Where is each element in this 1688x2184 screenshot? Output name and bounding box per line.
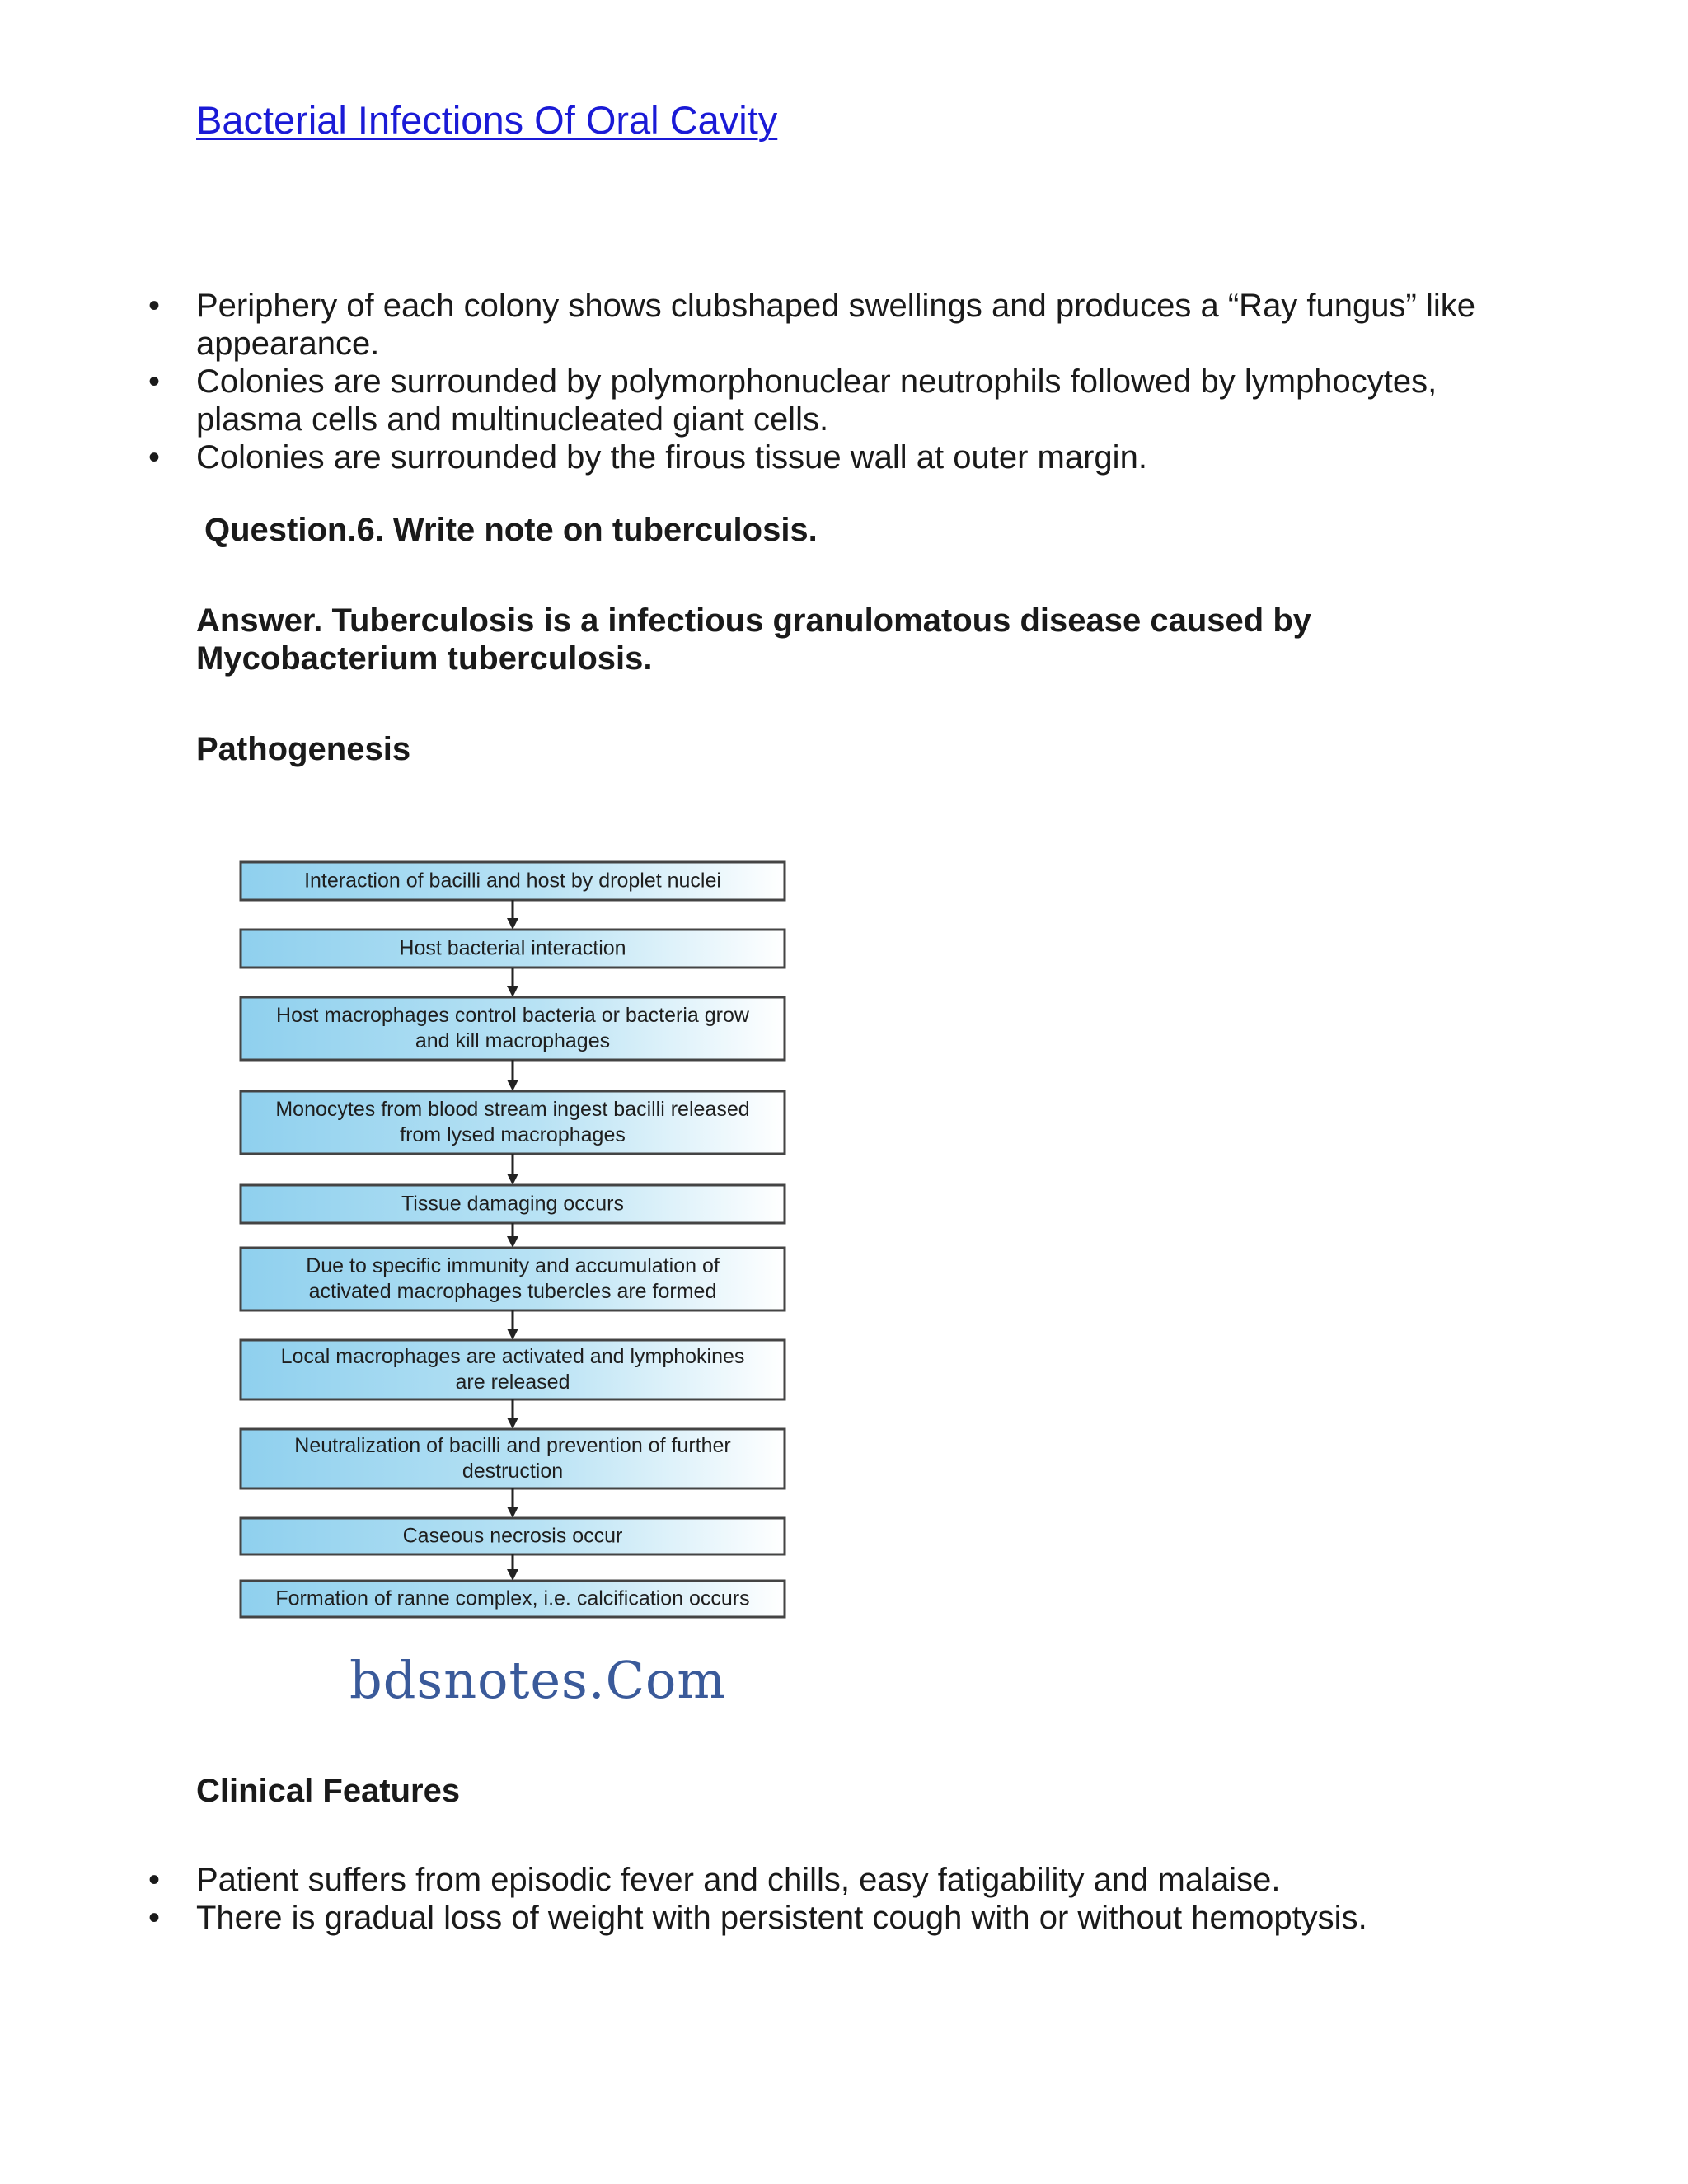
- answer-text: Answer. Tuberculosis is a infectious granulomatous disease caused by Mycobacterium tuberculosis.: [196, 602, 1312, 677]
- down-arrow-icon: [507, 900, 518, 930]
- intro-bullet-list: [196, 287, 1531, 476]
- flowchart-step-label: Due to specific immunity and accumulation of: [306, 1254, 720, 1277]
- list-item: • Patient suffers from episodic fever and chills, easy fatigability and malaise.: [196, 1861, 1531, 1899]
- flowchart-step: [241, 1429, 785, 1488]
- flowchart-step-label: activated macrophages tubercles are formed: [308, 1280, 717, 1303]
- flowchart-step: [241, 930, 785, 968]
- flowchart-step-label: Interaction of bacilli and host by droplet nuclei: [304, 869, 721, 893]
- flowchart-step-label: Caseous necrosis occur: [402, 1524, 623, 1548]
- watermark-text: bdsnotes.Com: [349, 1650, 727, 1710]
- down-arrow-icon: [507, 1399, 518, 1429]
- down-arrow-icon: [507, 1154, 518, 1185]
- down-arrow-icon: [507, 1488, 518, 1518]
- flowchart-step: [241, 997, 785, 1060]
- flowchart-step-label: Neutralization of bacilli and prevention of further: [294, 1434, 731, 1457]
- flowchart-step-label: from lysed macrophages: [400, 1123, 626, 1146]
- title-link[interactable]: Bacterial Infections Of Oral Cavity: [196, 98, 778, 142]
- clinical-bullet-list: [196, 1861, 1531, 1937]
- clinical-features-heading: Clinical Features: [196, 1773, 461, 1809]
- flowchart-step: [241, 1518, 785, 1554]
- flowchart-step: [241, 1091, 785, 1154]
- down-arrow-icon: [507, 1223, 518, 1248]
- list-item: • There is gradual loss of weight with persistent cough with or without hemoptysis.: [196, 1899, 1531, 1937]
- flowchart-step: [241, 1248, 785, 1310]
- down-arrow-icon: [507, 968, 518, 997]
- flowchart-step-label: Monocytes from blood stream ingest bacilli released: [275, 1098, 750, 1121]
- flowchart-step: [241, 862, 785, 900]
- flowchart-step-label: are released: [455, 1371, 570, 1394]
- flowchart-step: [241, 1340, 785, 1399]
- flowchart-step-label: Host macrophages control bacteria or bacteria grow: [276, 1004, 749, 1027]
- flowchart-step-label: Host bacterial interaction: [399, 936, 626, 960]
- flowchart-step: [241, 1581, 785, 1617]
- flowchart-step: [241, 1185, 785, 1223]
- question-heading: Question.6. Write note on tuberculosis.: [204, 512, 818, 548]
- list-item: • Colonies are surrounded by polymorphonuclear neutrophils followed by lymphocytes, plasma cells and multinucleated giant cells.: [196, 363, 1531, 438]
- list-item: • Periphery of each colony shows clubshaped swellings and produces a “Ray fungus” like appearance.: [196, 287, 1531, 363]
- flowchart-step-label: Formation of ranne complex, i.e. calcification occurs: [275, 1586, 750, 1610]
- pathogenesis-flowchart: [239, 857, 788, 1727]
- down-arrow-icon: [507, 1554, 518, 1581]
- down-arrow-icon: [507, 1060, 518, 1091]
- flowchart-step-label: and kill macrophages: [415, 1029, 611, 1052]
- list-item: • Colonies are surrounded by the firous tissue wall at outer margin.: [196, 438, 1531, 476]
- flowchart-step-label: Local macrophages are activated and lymphokines: [280, 1345, 745, 1368]
- down-arrow-icon: [507, 1310, 518, 1340]
- flowchart-step-label: Tissue damaging occurs: [401, 1192, 625, 1216]
- flowchart-step-label: destruction: [462, 1460, 564, 1483]
- pathogenesis-heading: Pathogenesis: [196, 731, 411, 767]
